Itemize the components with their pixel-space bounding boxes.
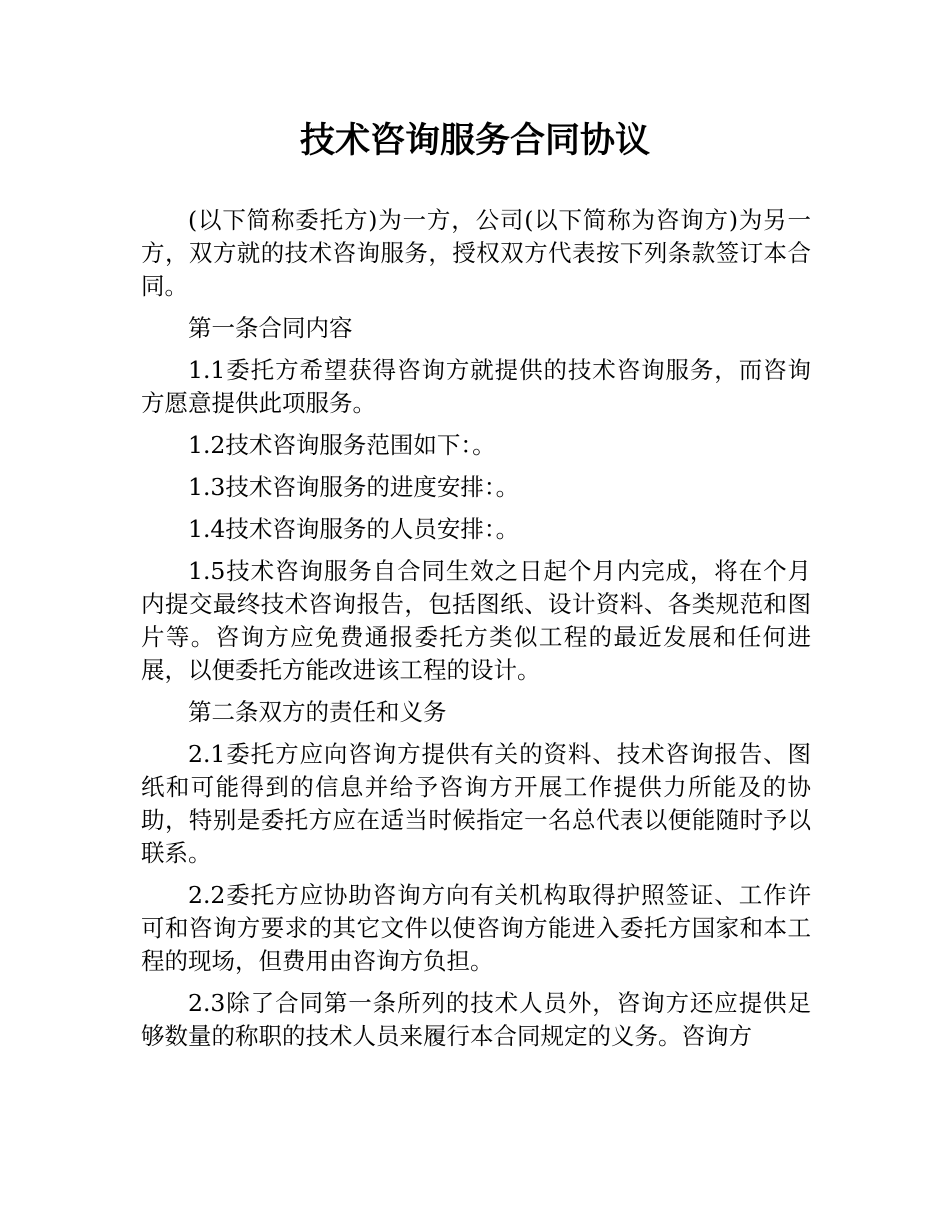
clause-1-5: 1.5技术咨询服务自合同生效之日起个月内完成，将在个月内提交最终技术咨询报告，包括图纸、设计资料、各类规范和图片等。咨询方应免费通报委托方类似工程的最近发展和任何进展，以便委托方能改进该工程的设计。 [141, 557, 811, 684]
document-body [141, 204, 811, 1062]
clause-1-3: 1.3技术咨询服务的进度安排：。 [188, 473, 520, 501]
intro-paragraph: (以下简称委托方)为一方，公司(以下简称为咨询方)为另一方，双方就的技术咨询服务，授权双方代表按下列条款签订本合同。 [141, 206, 811, 300]
clause-2-2: 2.2委托方应协助咨询方向有关机构取得护照签证、工作许可和咨询方要求的其它文件以使咨询方能进入委托方国家和本工程的现场，但费用由咨询方负担。 [141, 881, 811, 975]
document-title: 技术咨询服务合同协议 [299, 121, 650, 161]
clause-1-2: 1.2技术咨询服务范围如下：。 [188, 431, 496, 459]
section-heading-article-2: 第二条双方的责任和义务 [188, 698, 447, 726]
clause-2-3: 2.3除了合同第一条所列的技术人员外，咨询方还应提供足够数量的称职的技术人员来履行本合同规定的义务。咨询方 [141, 989, 811, 1050]
clause-1-1: 1.1委托方希望获得咨询方就提供的技术咨询服务，而咨询方愿意提供此项服务。 [141, 356, 811, 417]
clause-2-1: 2.1委托方应向咨询方提供有关的资料、技术咨询报告、图纸和可能得到的信息并给予咨询方开展工作提供力所能及的协助，特别是委托方应在适当时候指定一名总代表以便能随时予以联系。 [141, 740, 811, 867]
section-heading-article-1: 第一条合同内容 [188, 314, 353, 342]
clause-1-4: 1.4技术咨询服务的人员安排：。 [188, 515, 520, 543]
